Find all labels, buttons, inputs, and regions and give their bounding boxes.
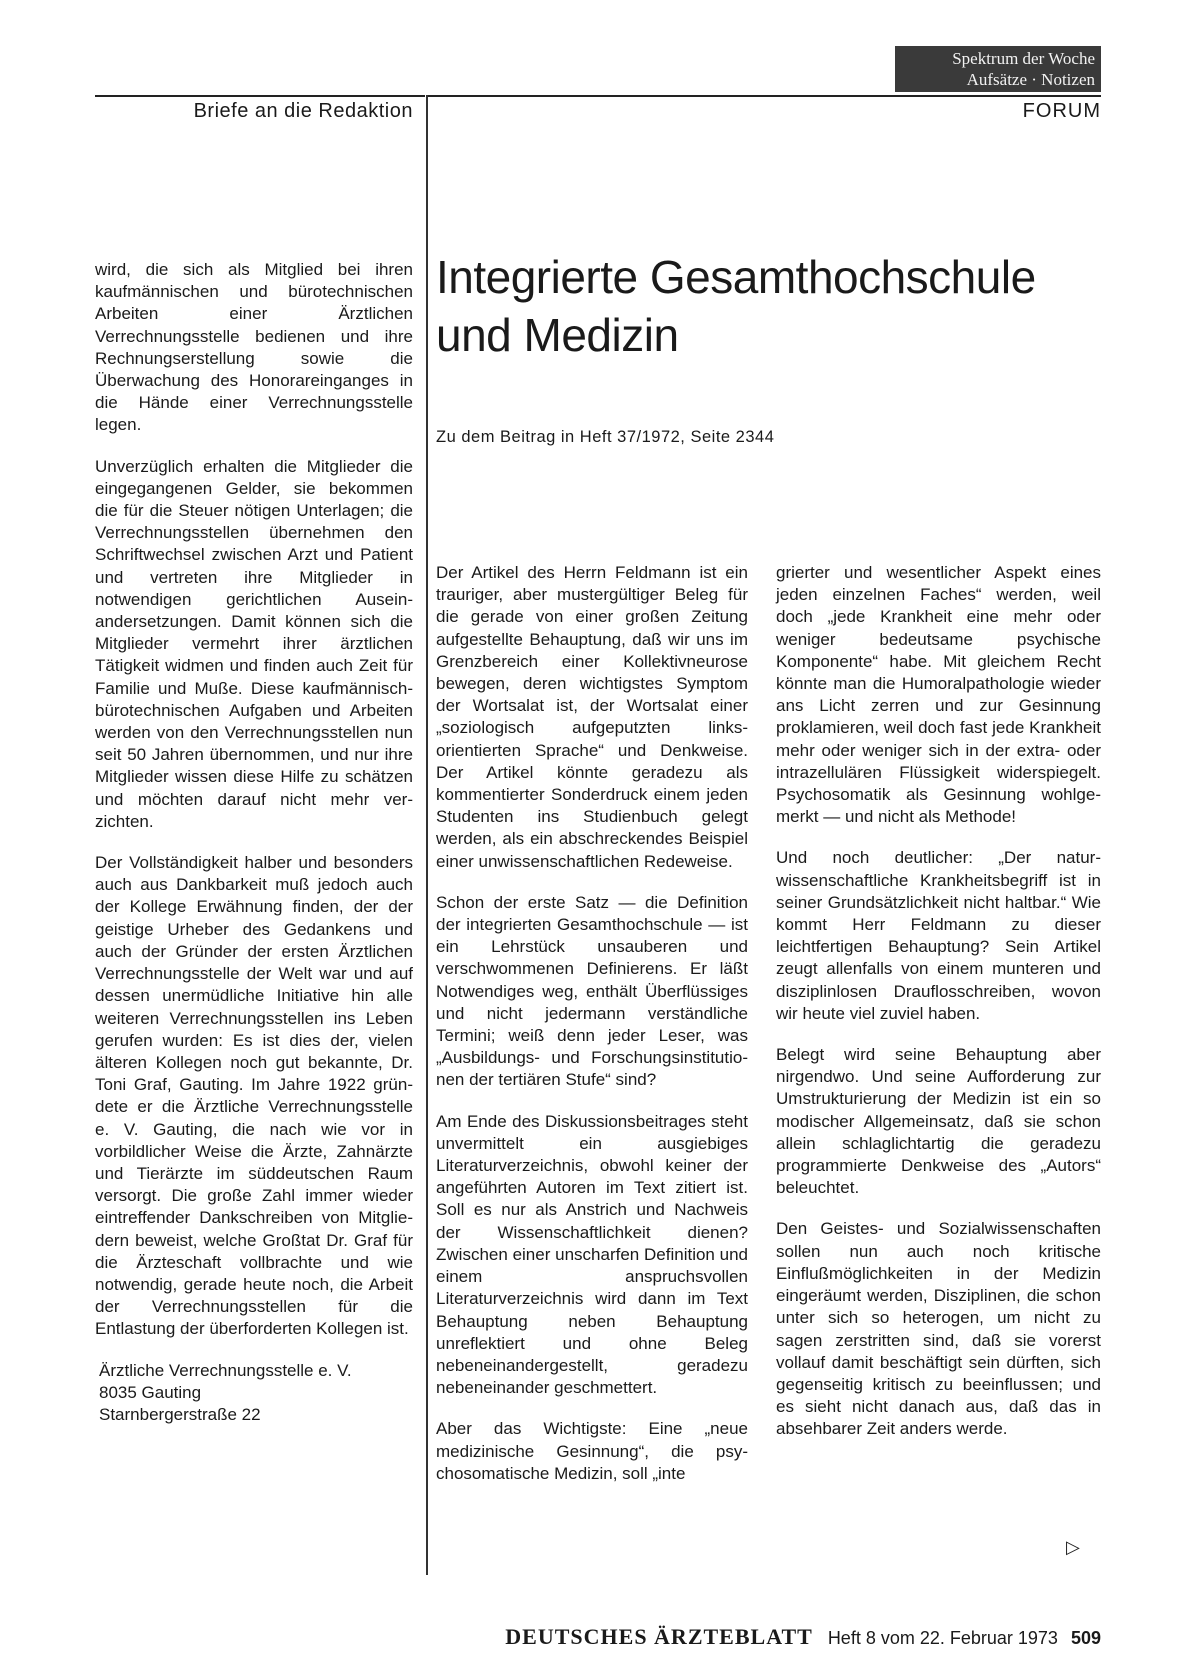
address-line: Ärztliche Verrechnungsstelle e. V. xyxy=(99,1360,352,1380)
letter-paragraph: Unverzüglich erhalten die Mitglieder die eingegangenen Gelder, sie bekommen die für die Steuer nötigen Unterlagen; die Verrechnungsstellen übernehmen den Schriftwechsel zwischen Arzt und Patient und vertreten ihre Mitglieder in notwendigen gerichtlichen Auseinandersetzungen. Damit können sich die Mitglieder vermehrt ihrer ärztlichen Tätigkeit widmen und finden auch Zeit für Familie und Muße. Diese kaufmännisch-bürotechnischen Aufgaben und Arbeiten werden von den Verrechnungsstellen nun seit 50 Jahren übernommen, und nur ihre Mitglieder wissen diese Hilfe zu schätzen und möchten darauf nicht mehr verzichten. xyxy=(95,456,413,831)
address-line: Starnbergerstraße 22 xyxy=(99,1404,261,1424)
header-rule-left xyxy=(95,95,425,97)
section-badge-line-1: Spektrum der Woche xyxy=(952,49,1095,68)
column-divider xyxy=(426,95,428,1575)
header-rule-right xyxy=(428,95,1101,97)
address-line: 8035 Gauting xyxy=(99,1382,202,1402)
section-heading-forum: FORUM xyxy=(1022,100,1101,122)
article-column-2 xyxy=(776,562,1101,1460)
article-title: Integrierte Gesamthochschule und Medizin xyxy=(436,251,1036,361)
footer-journal-name: DEUTSCHES ÄRZTEBLATT xyxy=(505,1624,813,1649)
article-paragraph: Am Ende des Diskussionsbeitrages steht unvermittelt ein ausgiebiges Literaturverzeichnis, obwohl keiner der angeführten Autoren im Text zitiert ist. Soll es nur als Anstrich und Nachweis der Wissenschaftlichkeit dienen? Zwischen einer unscharfen Definition und einem anspruchsvollen Literaturverzeichnis wird dann im Text Behauptung neben Behauptung unreflektiert und ohne Beleg nebeneinandergestellt, geradezu nebeneinander geschmettert. xyxy=(436,1111,748,1398)
article-subtitle: Zu dem Beitrag in Heft 37/1972, Seite 2344 xyxy=(436,428,775,446)
article-column-1 xyxy=(436,562,748,1504)
sender-address xyxy=(95,1360,413,1427)
article-paragraph: Belegt wird seine Behauptung aber nirgendwo. Und seine Aufforderung zur Umstrukturierung der Medizin ist ein so modischer Allgemeinsatz, daß sie schon allein schlaglichtartig die geradezu programmierte Denkweise des „Autors“ beleuchtet. xyxy=(776,1045,1101,1198)
section-badge-line-2: Aufsätze · Notizen xyxy=(966,70,1095,89)
letter-paragraph: Der Vollständigkeit halber und besonders auch aus Dankbarkeit muß jedoch auch der Kollege Erwähnung finden, der der geistige Urheber des Gedankens und auch der Gründer der ersten Ärztlichen Verrechnungsstelle der Welt war und auf dessen unermüdliche Initiative hin alle weiteren Verrechnungsstellen ins Leben gerufen wurden: Es ist dies der, vielen älteren Kollegen noch gut bekannte, Dr. Toni Graf, Gauting. Im Jahre 1922 gründete er die Ärztliche Verrechnungsstelle e. V. Gauting, die nach wie vor in vorbildlicher Weise die Ärzte, Zahnärzte und Tierärzte im süddeutschen Raum versorgt. Die große Zahl immer wieder eintreffender Dankschreiben von Mitgliedern beweist, welche Großtat Dr. Graf für die Ärzteschaft vollbrachte und wie notwendig, gerade heute noch, die Arbeit der Verrechnungsstellen für die Entlastung der überforderten Kollegen ist. xyxy=(95,853,413,1339)
section-badge xyxy=(895,46,1101,92)
article-paragraph: Aber das Wichtigste: Eine „neue medizinische Gesinnung“, die psychosomatische Medizin, soll „inte xyxy=(436,1419,748,1483)
footer-page-number: 509 xyxy=(1070,1628,1101,1648)
letters-column xyxy=(95,259,413,1426)
article-paragraph: Und noch deutlicher: „Der naturwissenschaftliche Krankheitsbegriff ist in seiner Grundsätzlichkeit nicht haltbar.“ Wie kommt Herr Feldmann zu dieser leichtfertigen Behauptung? Sein Artikel zeugt allenfalls von einem munteren und disziplinlosen Drauflosschreiben, wovon wir heute viel zuviel haben. xyxy=(776,848,1101,1023)
letter-paragraph: wird, die sich als Mitglied bei ihren kaufmännischen und bürotechnischen Arbeiten einer Ärztlichen Verrechnungsstelle bedienen und ihre Rechnungserstellung sowie die Überwachung des Honorareinganges in die Hände einer Verrechnungsstelle legen. xyxy=(95,260,413,435)
article-paragraph: Schon der erste Satz — die Definition der integrierten Gesamthochschule — ist ein Lehrstück unsauberen und verschwommenen Definierens. Er läßt Notwendiges weg, enthält Überflüssiges und nicht jedermann verständliche Termini; weiß denn jeder Leser, was „Ausbildungs- und Forschungsinstitutionen der tertiären Stufe“ sind? xyxy=(436,892,748,1090)
section-heading-letters: Briefe an die Redaktion xyxy=(193,100,413,122)
article-paragraph: Der Artikel des Herrn Feldmann ist ein trauriger, aber mustergültiger Beleg für die gerade von einer großen Zeitung aufgestellte Behauptung, daß wir uns im Grenzbereich einer Kollektivneurose bewegen, deren wichtigstes Symptom der Wortsalat ist, der Wortsalat einer „soziologisch aufgeputzten linksorientierten Sprache“ und Denkweise. Der Artikel könnte geradezu als kommentierter Sonderdruck einem jeden Studenten ins Studienbuch gelegt werden, als ein abschreckendes Beispiel einer unwissenschaftlichen Redeweise. xyxy=(436,563,748,871)
article-paragraph: grierter und wesentlicher Aspekt eines jeden einzelnen Faches“ werden, weil doch „jede Krankheit eine mehr oder weniger bedeutsame psychische Komponente“ habe. Mit gleichem Recht könnte man die Humoralpathologie wieder ans Licht zerren und zur Gesinnung proklamieren, weil doch fast jede Krankheit mehr oder weniger sich in der extra- oder intrazellulären Flüssigkeit widerspiegelt. Psychosomatik als Gesinnung wohlgemerkt — und nicht als Methode! xyxy=(776,563,1101,827)
footer-issue: Heft 8 vom 22. Februar 1973 xyxy=(827,1628,1058,1648)
article-paragraph: Den Geistes- und Sozialwissenschaften sollen nun auch noch kritische Einflußmöglichkeiten in der Medizin eingeräumt werden, Disziplinen, die schon unter sich so heterogen, um nicht zu sagen zerstritten sind, daß sie vorerst vollauf damit beschäftigt sein dürften, sich gegenseitig kritisch zu beeinflussen; und es sieht nicht danach aus, daß das in absehbarer Zeit anders werde. xyxy=(776,1219,1101,1439)
continue-arrow-icon: ▷ xyxy=(1066,1537,1080,1557)
page-footer xyxy=(470,1624,1101,1650)
